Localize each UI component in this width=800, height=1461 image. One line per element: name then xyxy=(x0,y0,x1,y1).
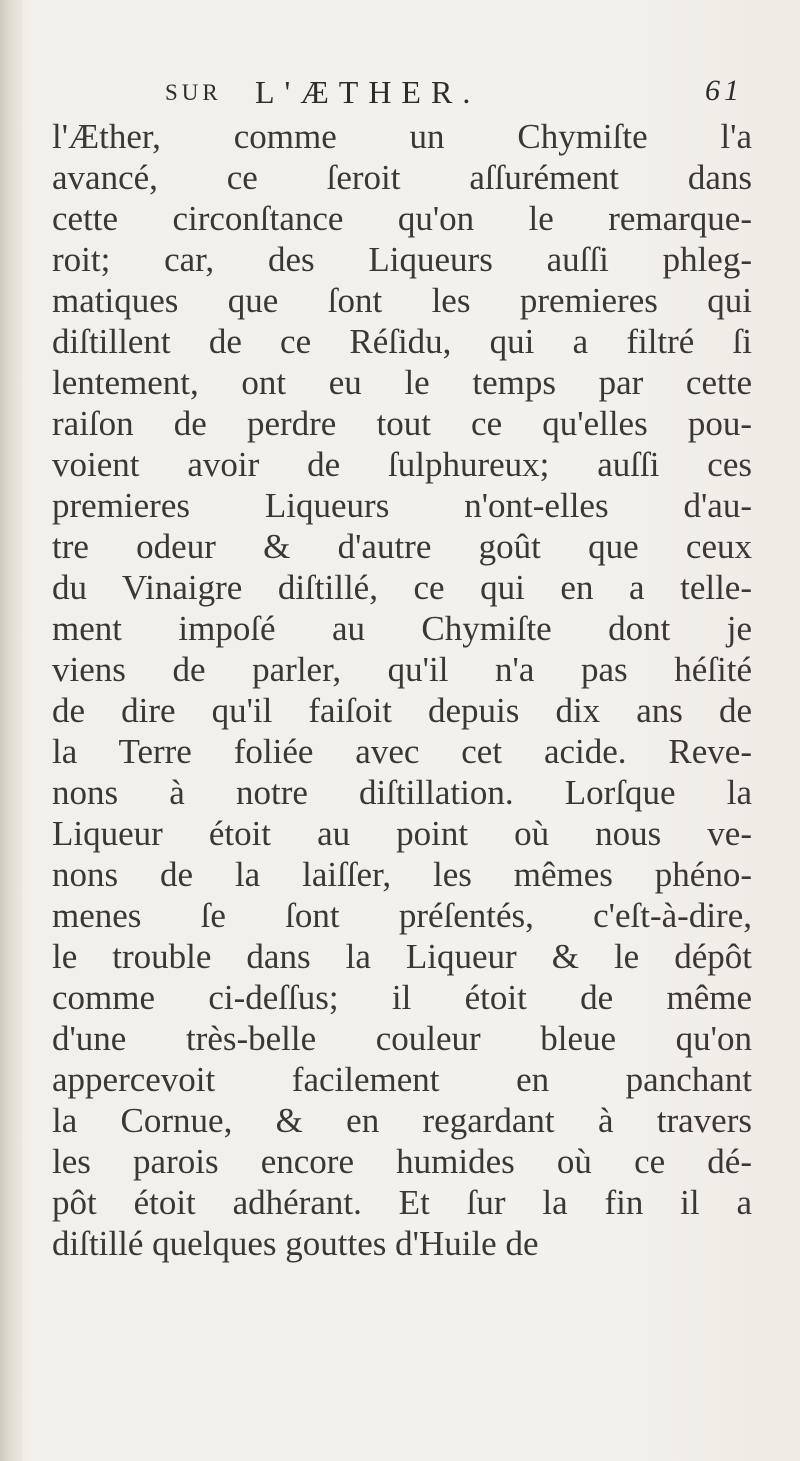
text-line: d'une très-belle couleur bleue qu'on xyxy=(52,1019,752,1058)
text-line: viens de parler, qu'il n'a pas héſité xyxy=(52,650,752,689)
text-line: la Cornue, & en regardant à travers xyxy=(52,1101,752,1140)
text-line: tre odeur & d'autre goût que ceux xyxy=(52,527,752,566)
text-line: cette circonſtance qu'on le remarque- xyxy=(52,199,752,238)
text-line: roit; car, des Liqueurs auſſi phleg- xyxy=(52,240,752,279)
running-head xyxy=(165,74,755,118)
text-line: diſtillent de ce Réſidu, qui a filtré ſi xyxy=(52,322,752,361)
running-head-prefix: SUR xyxy=(165,80,222,105)
body-text xyxy=(52,116,752,1264)
text-line: premieres Liqueurs n'ont-elles d'au- xyxy=(52,486,752,525)
text-line: raiſon de perdre tout ce qu'elles pou- xyxy=(52,404,752,443)
text-line: diſtillé quelques gouttes d'Huile de xyxy=(52,1224,539,1263)
text-line: la Terre foliée avec cet acide. Reve- xyxy=(52,732,752,771)
text-line: les parois encore humides où ce dé- xyxy=(52,1142,752,1181)
text-line: appercevoit facilement en panchant xyxy=(52,1060,752,1099)
text-line: matiques que ſont les premieres qui xyxy=(52,281,752,320)
text-line: lentement, ont eu le temps par cette xyxy=(52,363,752,402)
running-head-title: L'ÆTHER. xyxy=(255,74,481,110)
text-line: Liqueur étoit au point où nous ve- xyxy=(52,814,752,853)
text-line: ment impoſé au Chymiſte dont je xyxy=(52,609,752,648)
text-line: du Vinaigre diſtillé, ce qui en a telle- xyxy=(52,568,752,607)
text-line: comme ci-deſſus; il étoit de même xyxy=(52,978,752,1017)
page-gutter xyxy=(0,0,22,1461)
text-line: pôt étoit adhérant. Et ſur la fin il a xyxy=(52,1183,752,1222)
text-line: l'Æther, comme un Chymiſte l'a xyxy=(52,117,752,156)
text-line: nons de la laiſſer, les mêmes phéno- xyxy=(52,855,752,894)
text-line: avancé, ce ſeroit aſſurément dans xyxy=(52,158,752,197)
page-number: 61 xyxy=(705,74,743,107)
text-line: le trouble dans la Liqueur & le dépôt xyxy=(52,937,752,976)
text-line: voient avoir de ſulphureux; auſſi ces xyxy=(52,445,752,484)
text-line: menes ſe ſont préſentés, c'eſt-à-dire, xyxy=(52,896,752,935)
text-line: de dire qu'il faiſoit depuis dix ans de xyxy=(52,691,752,730)
text-line: nons à notre diſtillation. Lorſque la xyxy=(52,773,752,812)
